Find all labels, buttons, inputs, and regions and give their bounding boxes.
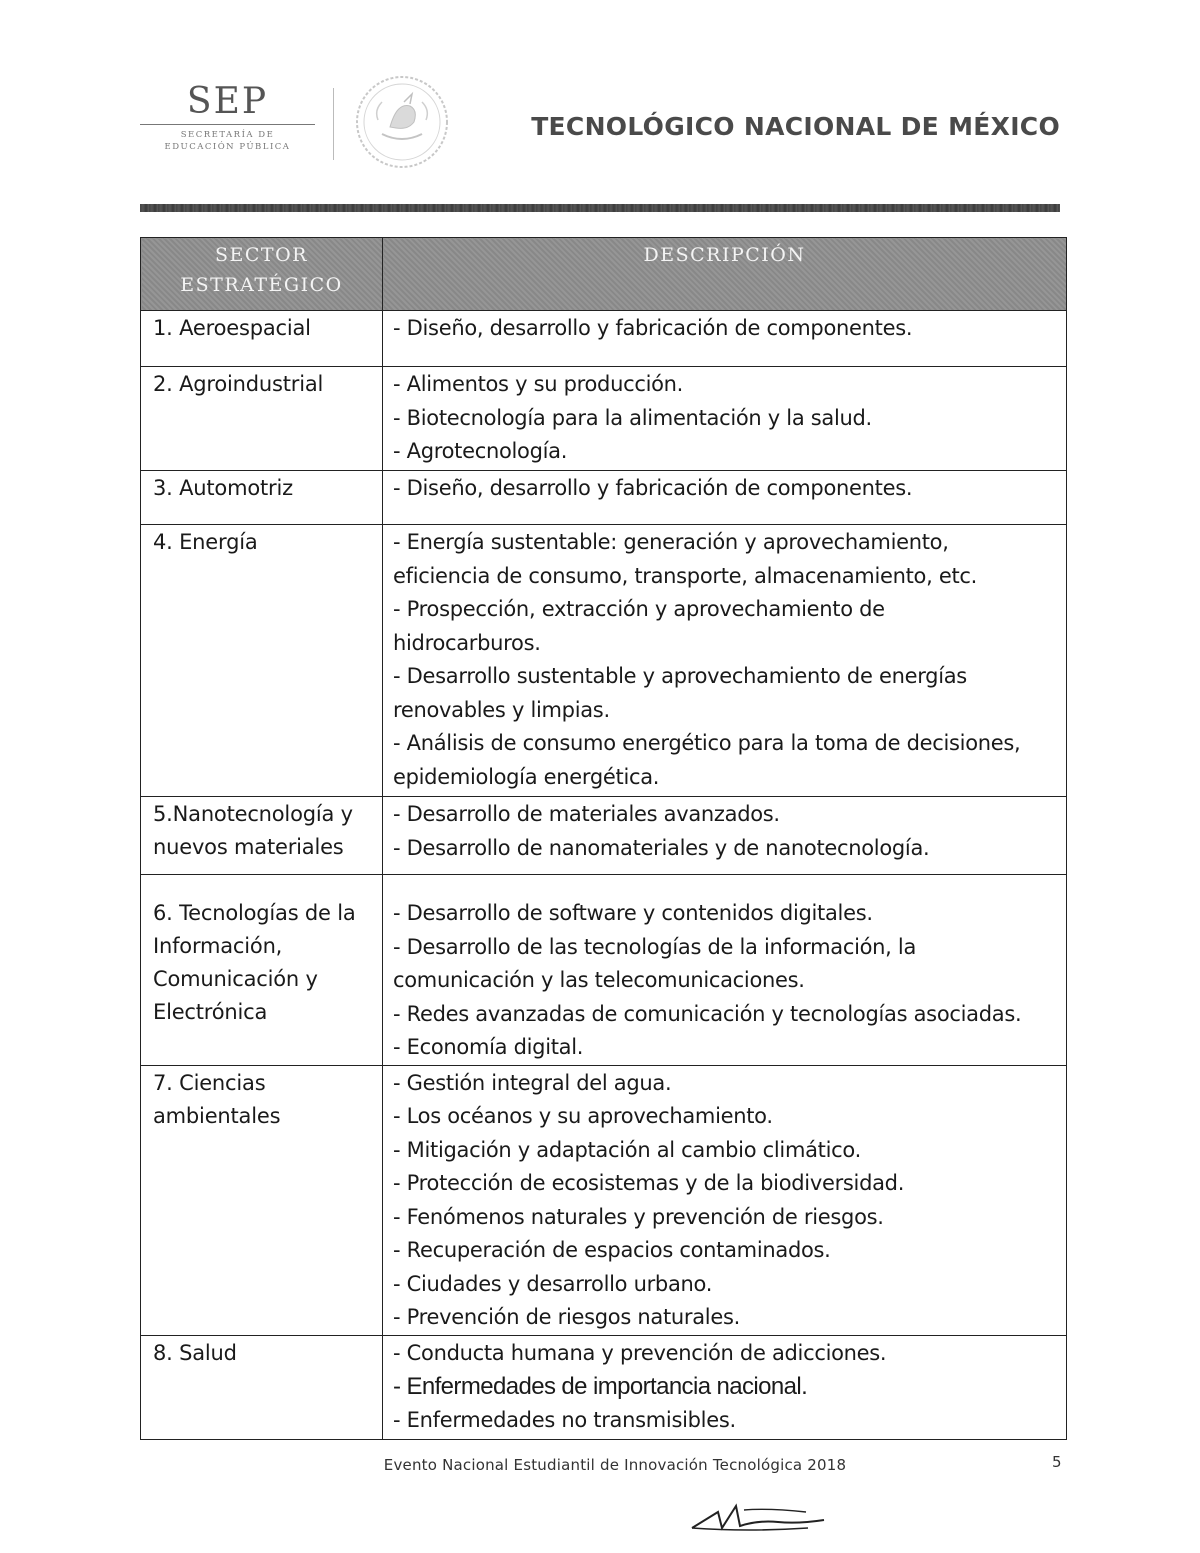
description-cell: - Diseño, desarrollo y fabricación de componentes. — [383, 471, 1067, 525]
sector-cell: 4. Energía — [141, 525, 383, 797]
sector-cell: 3. Automotriz — [141, 471, 383, 525]
sector-cell: 7. Ciencias ambientales — [141, 1065, 383, 1335]
column-header-description: DESCRIPCIÓN — [383, 238, 1067, 311]
national-seal-icon — [352, 72, 452, 172]
sector-cell: 6. Tecnologías de la Información, Comunicación y Electrónica — [141, 875, 383, 1066]
sep-subtitle-line-2: EDUCACIÓN PÚBLICA — [164, 142, 291, 152]
sector-cell: 1. Aeroespacial — [141, 311, 383, 367]
description-cell: - Desarrollo de software y contenidos digitales. - Desarrollo de las tecnologías de la información, la comunicación y las telecomunicaciones. - Redes avanzadas de comunicación y tecnologías asociadas. - Economía digital. — [383, 875, 1067, 1066]
description-cell: - Alimentos y su producción. - Biotecnología para la alimentación y la salud. - Agrotecnología. — [383, 367, 1067, 471]
table-row — [141, 875, 1067, 1066]
table-row — [141, 367, 1067, 471]
description-cell: - Conducta humana y prevención de adicciones. - Enfermedades de importancia nacional. - Enfermedades no transmisibles. — [383, 1335, 1067, 1439]
table-row — [141, 471, 1067, 525]
table-row — [141, 797, 1067, 875]
logo-divider — [333, 88, 334, 160]
description-cell: - Gestión integral del agua. - Los océanos y su aprovechamiento. - Mitigación y adaptación al cambio climático. - Protección de ecosistemas y de la biodiversidad. - Fenómenos naturales y prevención de riesgos. - Recuperación de espacios contaminados. - Ciudades y desarrollo urbano. - Prevención de riesgos naturales. — [383, 1065, 1067, 1335]
signature-icon — [688, 1498, 828, 1538]
sector-cell: 5.Nanotecnología y nuevos materiales — [141, 797, 383, 875]
sep-wordmark: SEP — [186, 81, 269, 122]
table-row — [141, 525, 1067, 797]
sector-cell: 8. Salud — [141, 1335, 383, 1439]
description-cell: - Diseño, desarrollo y fabricación de componentes. — [383, 311, 1067, 367]
page-number: 5 — [1052, 1453, 1062, 1471]
footer-event-name: Evento Nacional Estudiantil de Innovación Tecnológica 2018 — [383, 1456, 847, 1474]
header-divider-bar — [140, 204, 1060, 212]
table-row — [141, 311, 1067, 367]
institution-title: TECNOLÓGICO NACIONAL DE MÉXICO — [531, 112, 1060, 141]
sep-subtitle-line-1: SECRETARÍA DE — [180, 130, 275, 140]
table-header-row — [141, 238, 1067, 311]
table-row — [141, 1335, 1067, 1439]
description-cell: - Energía sustentable: generación y aprovechamiento, eficiencia de consumo, transporte, almacenamiento, etc. - Prospección, extracción y aprovechamiento de hidrocarburos. - Desarrollo sustentable y aprovechamiento de energías renovables y limpias. - Análisis de consumo energético para la toma de decisiones, epidemiología energética. — [383, 525, 1067, 797]
sep-logo — [140, 82, 315, 172]
table-row — [141, 1065, 1067, 1335]
sep-logo-rule — [140, 124, 315, 125]
sector-cell: 2. Agroindustrial — [141, 367, 383, 471]
description-cell: - Desarrollo de materiales avanzados. - Desarrollo de nanomateriales y de nanotecnología. — [383, 797, 1067, 875]
column-header-sector: SECTOR ESTRATÉGICO — [141, 238, 383, 311]
strategic-sectors-table — [140, 237, 1067, 1440]
